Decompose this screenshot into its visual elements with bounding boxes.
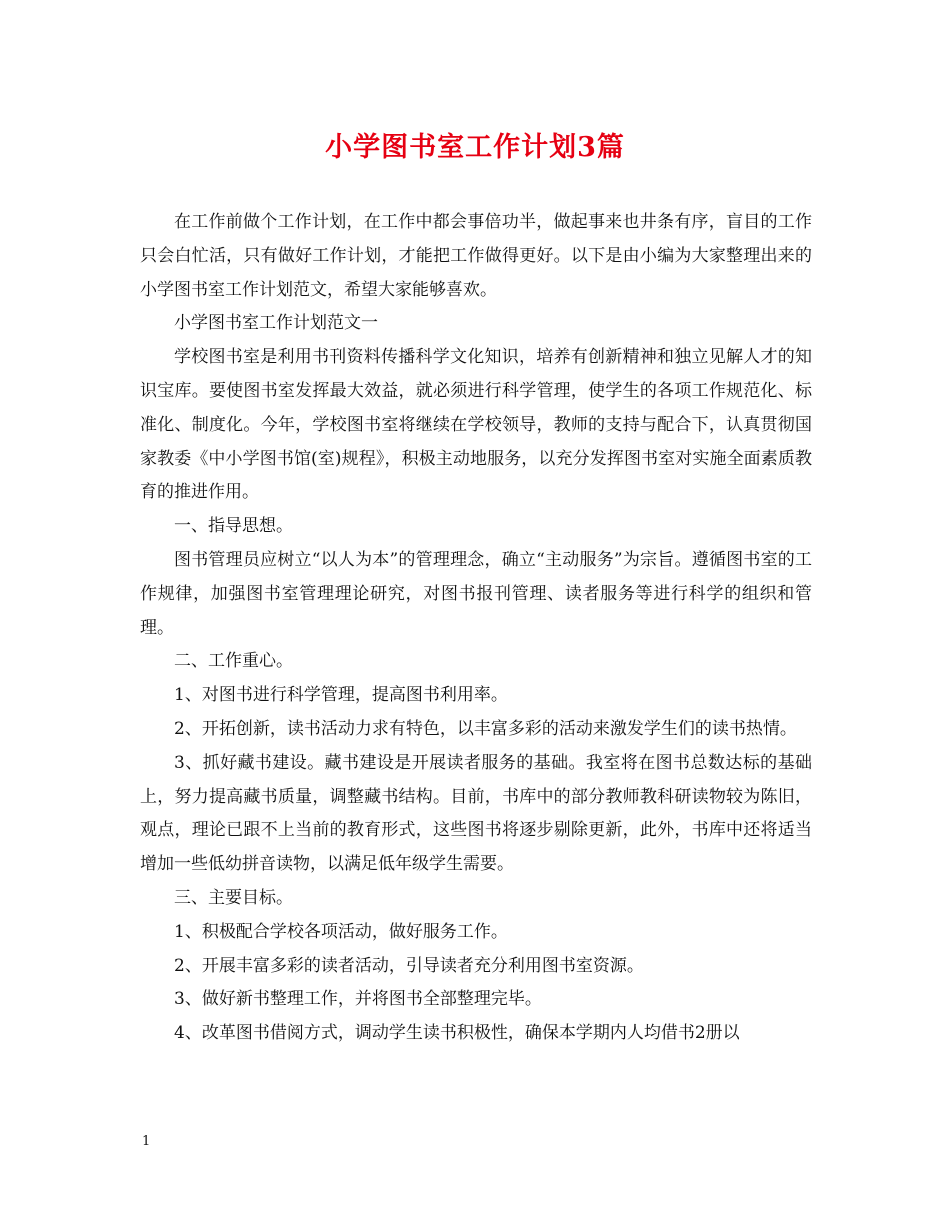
list-item: 2、开展丰富多彩的读者活动，引导读者充分利用图书室资源。 (174, 955, 644, 976)
list-item: 2、开拓创新，读书活动力求有特色，以丰富多彩的活动来激发学生们的读书热情。 (174, 718, 797, 739)
list-item: 3、抓好藏书建设。藏书建设是开展读者服务的基础。我室将在图书总数达标的基础上，努力提高藏书质量，调整藏书结构。目前，书库中的部分教师教科研读物较为陈旧，观点，理论已跟不上当前的教育形式，这些图书将逐步剔除更新，此外，书库中还将适当增加一些低幼拼音读物，以满足低年级学生需要。 (140, 752, 812, 875)
list-item: 3、做好新书整理工作，并将图书全部整理完毕。 (174, 989, 542, 1010)
document-body (140, 206, 812, 1051)
paragraph: 图书管理员应树立“以人为本”的管理理念，确立“主动服务”为宗旨。遵循图书室的工作规律，加强图书室管理理论研究，对图书报刊管理、读者服务等进行科学的组织和管理。 (140, 549, 812, 638)
document-title: 小学图书室工作计划3篇 (325, 132, 625, 163)
list-item: 4、改革图书借阅方式，调动学生读书积极性，确保本学期内人均借书2册以 (174, 1023, 740, 1044)
page-number: 1 (142, 1134, 151, 1149)
section-heading: 二、工作重心。 (174, 651, 293, 672)
paragraph-intro: 在工作前做个工作计划，在工作中都会事倍功半，做起事来也井条有序，盲目的工作只会白忙活，只有做好工作计划，才能把工作做得更好。以下是由小编为大家整理出来的小学图书室工作计划范文，希望大家能够喜欢。 (140, 212, 812, 300)
section-heading: 一、指导思想。 (174, 516, 293, 537)
list-item: 1、积极配合学校各项活动，做好服务工作。 (174, 921, 508, 942)
section-heading: 三、主要目标。 (174, 887, 293, 908)
paragraph: 学校图书室是利用书刊资料传播科学文化知识，培养有创新精神和独立见解人才的知识宝库。要使图书室发挥最大效益，就必须进行科学管理，使学生的各项工作规范化、标准化、制度化。今年，学校图书室将继续在学校领导，教师的支持与配合下，认真贯彻国家教委《中小学图书馆(室)规程》，积极主动地服务，以充分发挥图书室对实施全面素质教育的推进作用。 (140, 347, 812, 503)
section-heading-sample-one: 小学图书室工作计划范文一 (174, 313, 378, 334)
list-item: 1、对图书进行科学管理，提高图书利用率。 (174, 685, 508, 706)
